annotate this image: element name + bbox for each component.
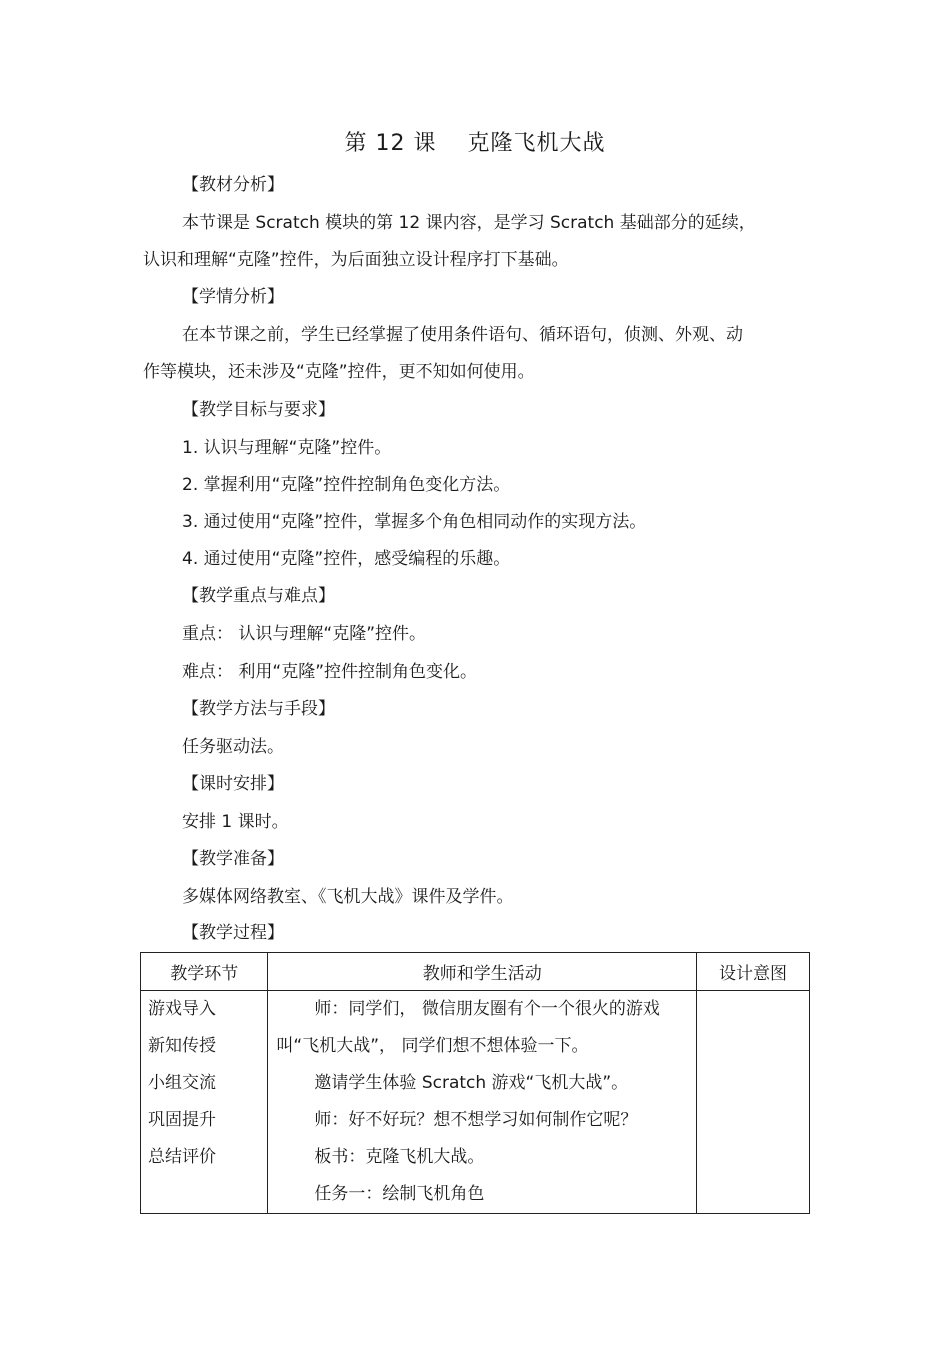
intent-cell	[697, 991, 810, 1214]
header-stage: 教学环节	[141, 953, 268, 991]
stage-item: 小组交流	[148, 1073, 216, 1093]
process-heading: 【教学过程】	[182, 923, 284, 943]
student-paragraph-line-1: 在本节课之前，学生已经掌握了使用条件语句、循环语句，侦测、外观、动	[182, 325, 743, 345]
goals-heading: 【教学目标与要求】	[182, 400, 335, 420]
stage-item: 总结评价	[148, 1147, 216, 1167]
material-paragraph-line-1: 本节课是 Scratch 模块的第 12 课内容，是学习 Scratch 基础部分的延续，	[182, 213, 756, 233]
goal-item: 4. 通过使用“克隆”控件，感受编程的乐趣。	[182, 549, 511, 569]
goal-item: 3. 通过使用“克隆”控件，掌握多个角色相同动作的实现方法。	[182, 512, 647, 532]
activity-line: 板书：克隆飞机大战。	[314, 1147, 485, 1167]
material-paragraph-line-2: 认识和理解“克隆”控件，为后面独立设计程序打下基础。	[143, 250, 569, 270]
methods-text: 任务驱动法。	[182, 737, 284, 757]
header-activities: 教师和学生活动	[268, 953, 697, 991]
prep-heading: 【教学准备】	[182, 849, 284, 869]
stage-cell	[141, 991, 268, 1214]
page-title: 第 12 课 克隆飞机大战	[344, 131, 606, 156]
stage-item: 游戏导入	[148, 999, 216, 1019]
header-intent: 设计意图	[697, 953, 810, 991]
activity-line: 叫“飞机大战”， 同学们想不想体验一下。	[276, 1036, 589, 1056]
student-heading: 【学情分析】	[182, 287, 284, 307]
keypoint-text: 重点： 认识与理解“克隆”控件。	[182, 624, 427, 644]
keypoints-heading: 【教学重点与难点】	[182, 586, 335, 606]
goal-item: 1. 认识与理解“克隆”控件。	[182, 438, 392, 458]
activity-line: 任务一：绘制飞机角色	[314, 1184, 485, 1204]
activity-line: 师：同学们， 微信朋友圈有个一个很火的游戏	[314, 999, 660, 1019]
methods-heading: 【教学方法与手段】	[182, 699, 335, 719]
student-paragraph-line-2: 作等模块，还未涉及“克隆”控件，更不知如何使用。	[143, 362, 535, 382]
table-row	[141, 991, 810, 1214]
material-heading: 【教材分析】	[182, 175, 284, 195]
schedule-heading: 【课时安排】	[182, 774, 284, 794]
table-header-row	[141, 953, 810, 991]
activity-line: 邀请学生体验 Scratch 游戏“飞机大战”。	[314, 1073, 629, 1093]
stage-item: 新知传授	[148, 1036, 216, 1056]
stage-item: 巩固提升	[148, 1110, 216, 1130]
activities-cell	[268, 991, 697, 1214]
teaching-process-table	[140, 952, 810, 1214]
prep-text: 多媒体网络教室、《飞机大战》课件及学件。	[182, 887, 514, 907]
schedule-text: 安排 1 课时。	[182, 812, 289, 832]
goal-item: 2. 掌握利用“克隆”控件控制角色变化方法。	[182, 475, 511, 495]
activity-line: 师：好不好玩？想不想学习如何制作它呢？	[314, 1110, 638, 1130]
difficulty-text: 难点： 利用“克隆”控件控制角色变化。	[182, 662, 478, 682]
